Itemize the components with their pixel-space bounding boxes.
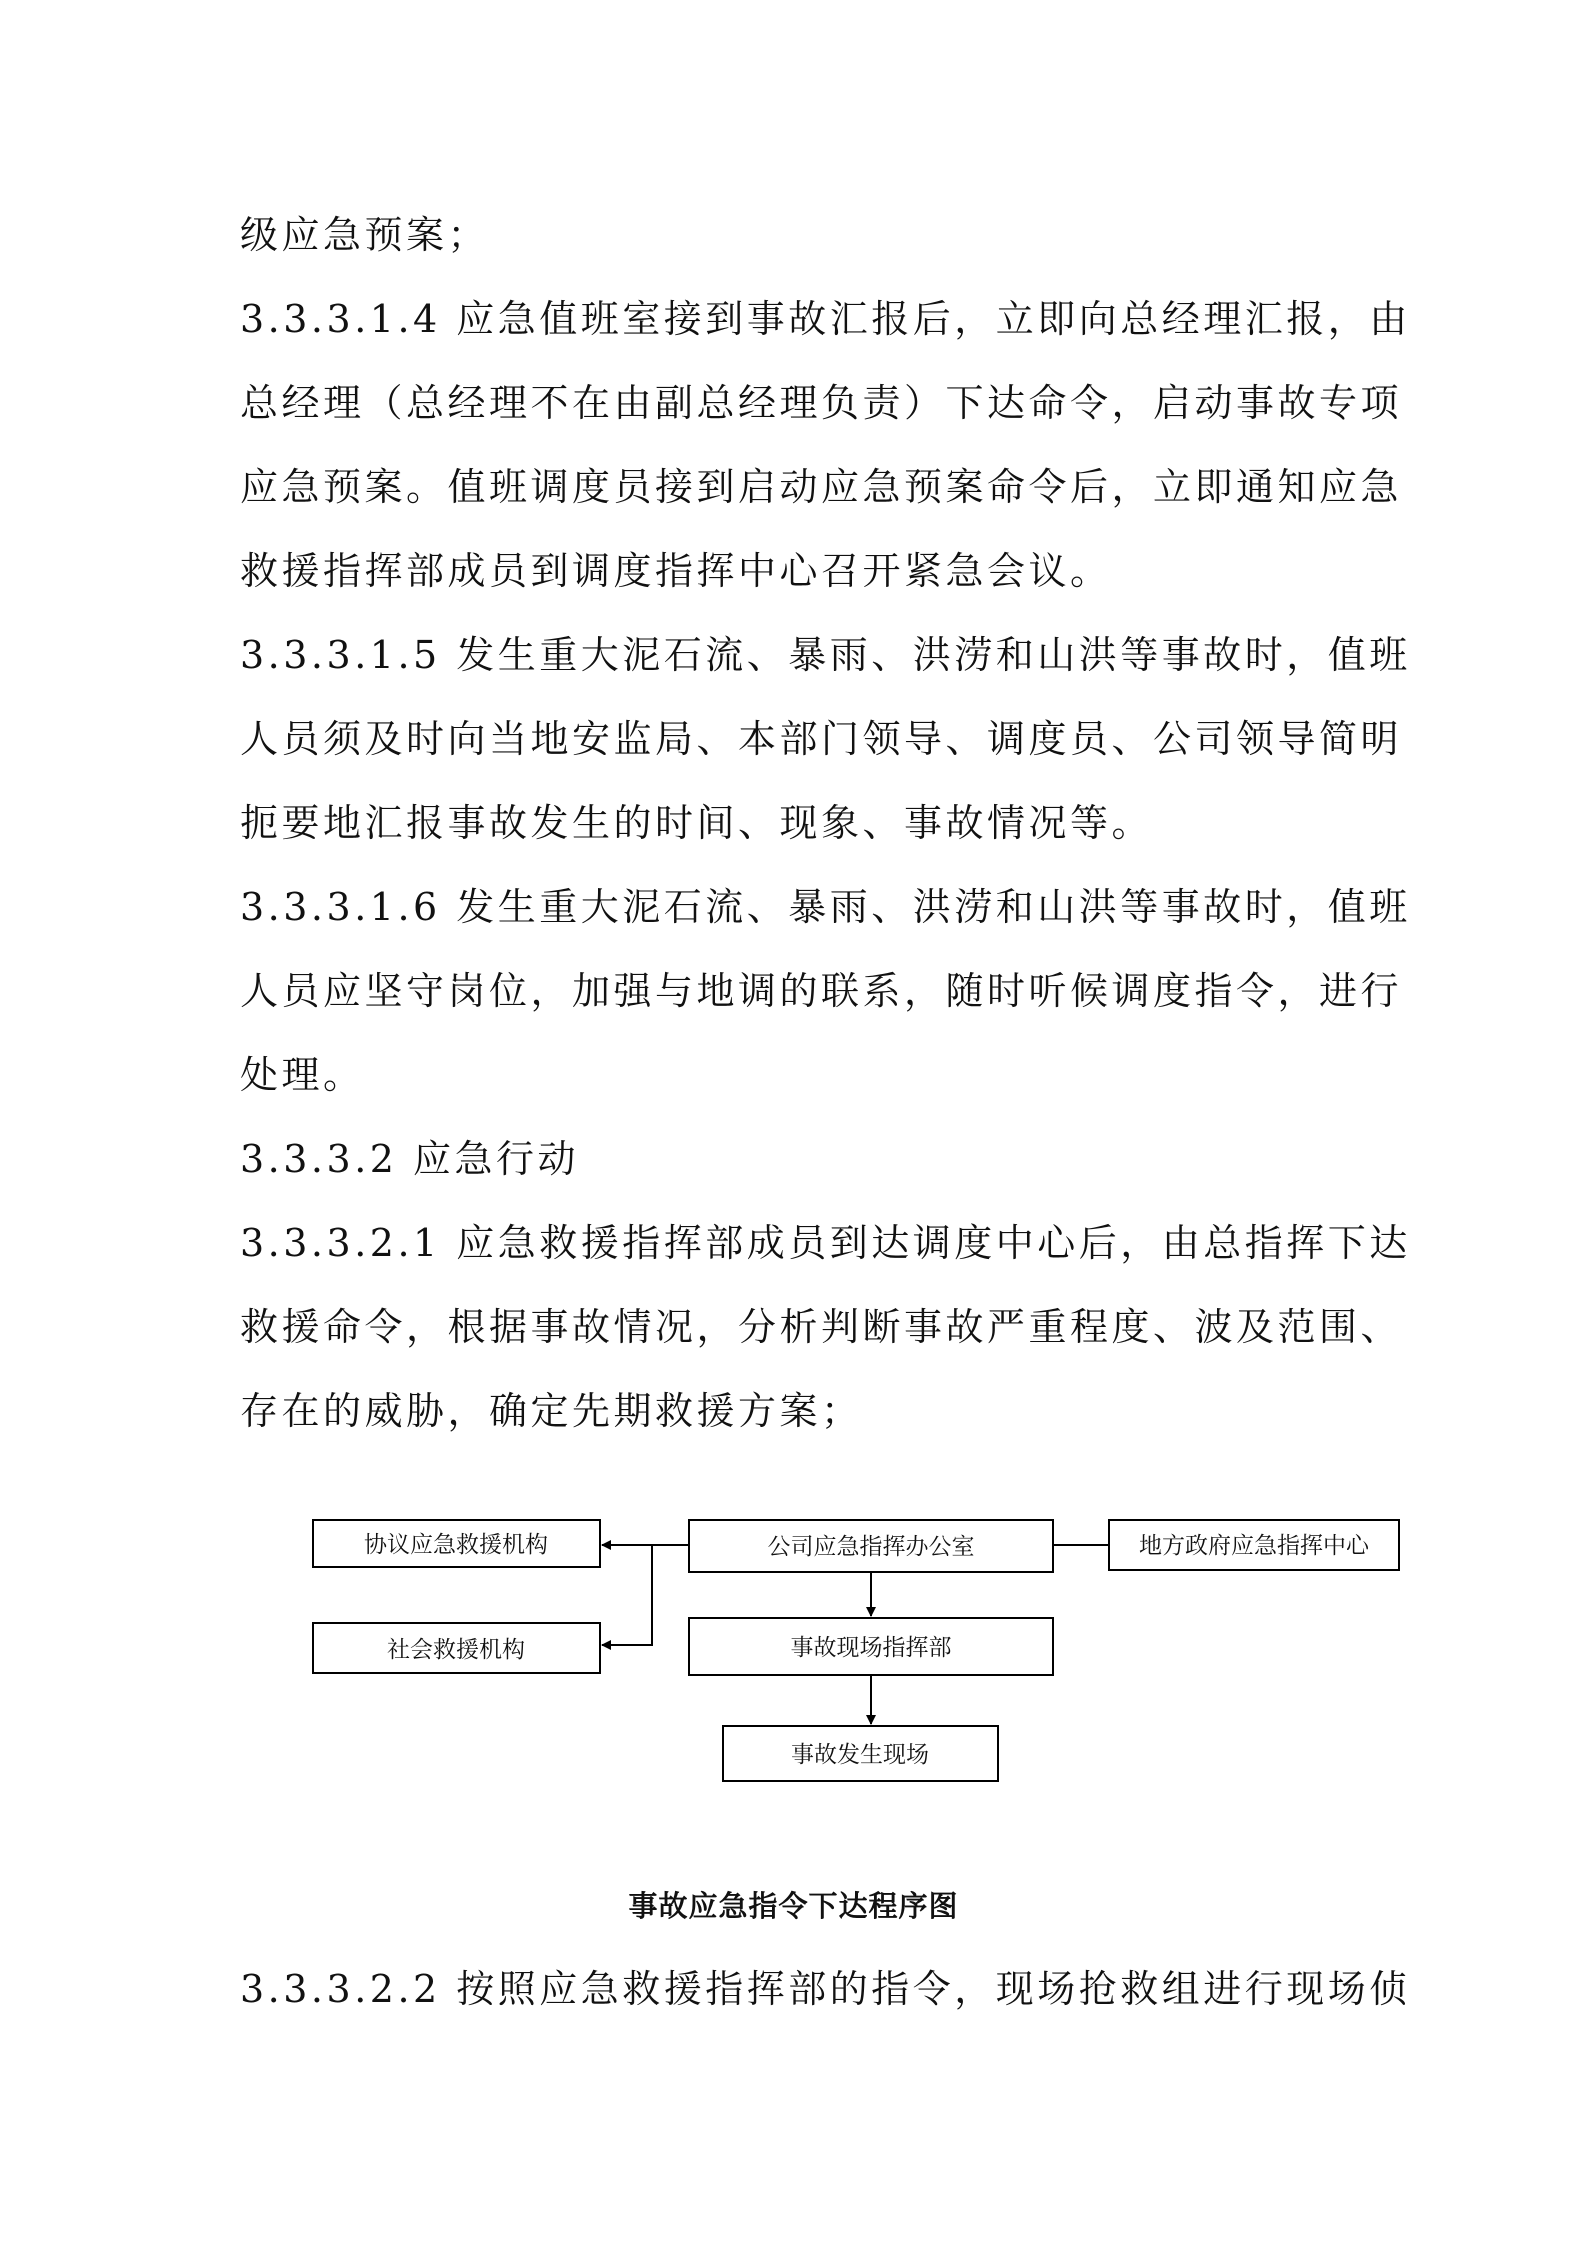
box-site-command (689, 1618, 1053, 1675)
text-line: 3.3.3.1.5 发生重大泥石流、暴雨、洪涝和山洪等事故时，值班 (240, 633, 1411, 677)
box-accident-site (723, 1726, 998, 1781)
connector-company-to-social (602, 1545, 652, 1645)
text-line: 存在的威胁，确定先期救援方案； (240, 1389, 863, 1433)
box-social-rescue (313, 1623, 600, 1673)
text-line: 级应急预案； (240, 213, 490, 257)
svg-text:事故现场指挥部: 事故现场指挥部 (790, 1635, 952, 1661)
text-line: 3.3.3.2.2 按照应急救援指挥部的指令，现场抢救组进行现场侦 (240, 1967, 1411, 2011)
text-line: 3.3.3.1.4 应急值班室接到事故汇报后，立即向总经理汇报，由 (240, 297, 1411, 341)
text-line: 3.3.3.2 应急行动 (240, 1137, 580, 1181)
svg-text:地方政府应急指挥中心: 地方政府应急指挥中心 (1139, 1533, 1369, 1559)
text-line: 3.3.3.1.6 发生重大泥石流、暴雨、洪涝和山洪等事故时，值班 (240, 885, 1411, 929)
box-company-command-office (689, 1520, 1053, 1572)
svg-text:事故发生现场: 事故发生现场 (791, 1742, 929, 1768)
text-line: 扼要地汇报事故发生的时间、现象、事故情况等。 (240, 801, 1154, 845)
figure-caption: 事故应急指令下达程序图 (628, 1889, 959, 1923)
box-agreement-rescue (313, 1520, 600, 1567)
svg-text:公司应急指挥办公室: 公司应急指挥办公室 (767, 1534, 975, 1560)
text-line: 3.3.3.2.1 应急救援指挥部成员到达调度中心后，由总指挥下达 (240, 1221, 1411, 1265)
text-line: 救援命令，根据事故情况，分析判断事故严重程度、波及范围、 (240, 1305, 1403, 1349)
text-line: 总经理（总经理不在由副总经理负责）下达命令，启动事故专项 (240, 381, 1403, 425)
paragraph-3-3-3-2-2 (240, 1947, 1411, 2031)
text-line: 应急预案。值班调度员接到启动应急预案命令后，立即通知应急 (240, 465, 1403, 509)
text-line: 人员须及时向当地安监局、本部门领导、调度员、公司领导简明 (240, 717, 1403, 761)
svg-text:社会救援机构: 社会救援机构 (387, 1637, 525, 1663)
text-line: 救援指挥部成员到调度指挥中心召开紧急会议。 (240, 549, 1112, 593)
svg-text:协议应急救援机构: 协议应急救援机构 (364, 1532, 548, 1558)
box-local-government-center (1109, 1520, 1399, 1570)
text-line: 人员应坚守岗位，加强与地调的联系，随时听候调度指令，进行 (240, 969, 1403, 1013)
text-line: 处理。 (240, 1053, 365, 1097)
